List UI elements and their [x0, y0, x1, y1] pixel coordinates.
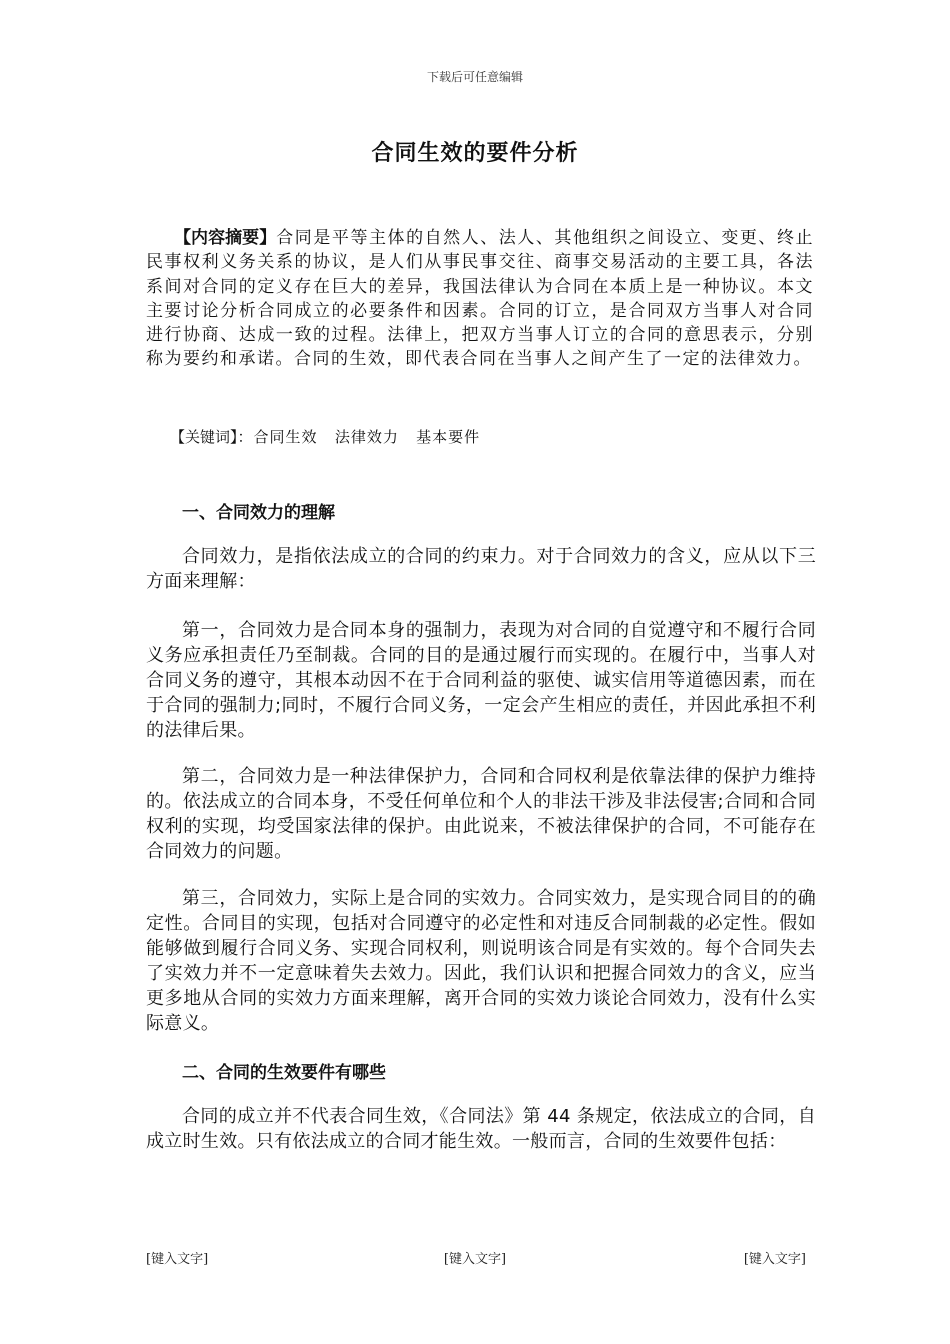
- section1-paragraph-2: 第一，合同效力是合同本身的强制力，表现为对合同的自觉遵守和不履行合同义务应承担责任乃至制裁。合同的目的是通过履行而实现的。在履行中，当事人对合同义务的遵守，其根本动因不在于合同利益的驱使、诚实信用等道德因素，而在于合同的强制力;同时，不履行合同义务，一定会产生相应的责任，并因此承担不利的法律后果。: [146, 620, 816, 741]
- keywords-text: ：合同生效 法律效力 基本要件: [237, 428, 481, 446]
- document-title: 合同生效的要件分析: [371, 141, 579, 166]
- section2-paragraph-1: 合同的成立并不代表合同生效，《合同法》第 44 条规定，依法成立的合同，自成立时生效。只有依法成立的合同才能生效。一般而言，合同的生效要件包括：: [146, 1106, 816, 1152]
- section1-paragraph-4: 第三，合同效力，实际上是合同的实效力。合同实效力，是实现合同目的的确定性。合同目的实现，包括对合同遵守的必定性和对违反合同制裁的必定性。假如能够做到履行合同义务、实现合同权利，则说明该合同是有实效的。每个合同失去了实效力并不一定意味着失去效力。因此，我们认识和把握合同效力的含义，应当更多地从合同的实效力方面来理解，离开合同的实效力谈论合同效力，没有什么实际意义。: [146, 888, 816, 1034]
- keywords-label: 【关键词】: [170, 428, 238, 446]
- section1-paragraph-1: 合同效力，是指依法成立的合同的约束力。对于合同效力的含义，应从以下三方面来理解：: [146, 546, 816, 592]
- footer-center-placeholder: [键入文字]: [443, 1252, 507, 1267]
- keywords-line: [170, 426, 814, 447]
- footer-left-placeholder: [键入文字]: [146, 1252, 209, 1267]
- section2-heading: 二、合同的生效要件有哪些: [182, 1063, 386, 1083]
- section1-heading: 一、合同效力的理解: [182, 503, 335, 523]
- footer-right-placeholder: [键入文字]: [743, 1252, 806, 1267]
- abstract-text: 合同是平等主体的自然人、法人、其他组织之间设立、变更、终止民事权利义务关系的协议，是人们从事民事交往、商事交易活动的主要工具，各法系间对合同的定义存在巨大的差异，我国法律认为合同在本质上是一种协议。本文主要讨论分析合同成立的必要条件和因素。合同的订立，是合同双方当事人对合同进行协商、达成一致的过程。法律上，把双方当事人订立的合同的意思表示，分别称为要约和承诺。合同的生效，即代表合同在当事人之间产生了一定的法律效力。: [146, 228, 814, 370]
- abstract-paragraph: [146, 226, 814, 372]
- page-header-note: 下载后可任意编辑: [426, 70, 523, 84]
- section1-paragraph-3: 第二，合同效力是一种法律保护力，合同和合同权利是依靠法律的保护力维持的。依法成立的合同本身，不受任何单位和个人的非法干涉及非法侵害;合同和合同权利的实现，均受国家法律的保护。由此说来，不被法律保护的合同，不可能存在合同效力的问题。: [146, 766, 816, 862]
- abstract-label: 【内容摘要】: [174, 228, 277, 248]
